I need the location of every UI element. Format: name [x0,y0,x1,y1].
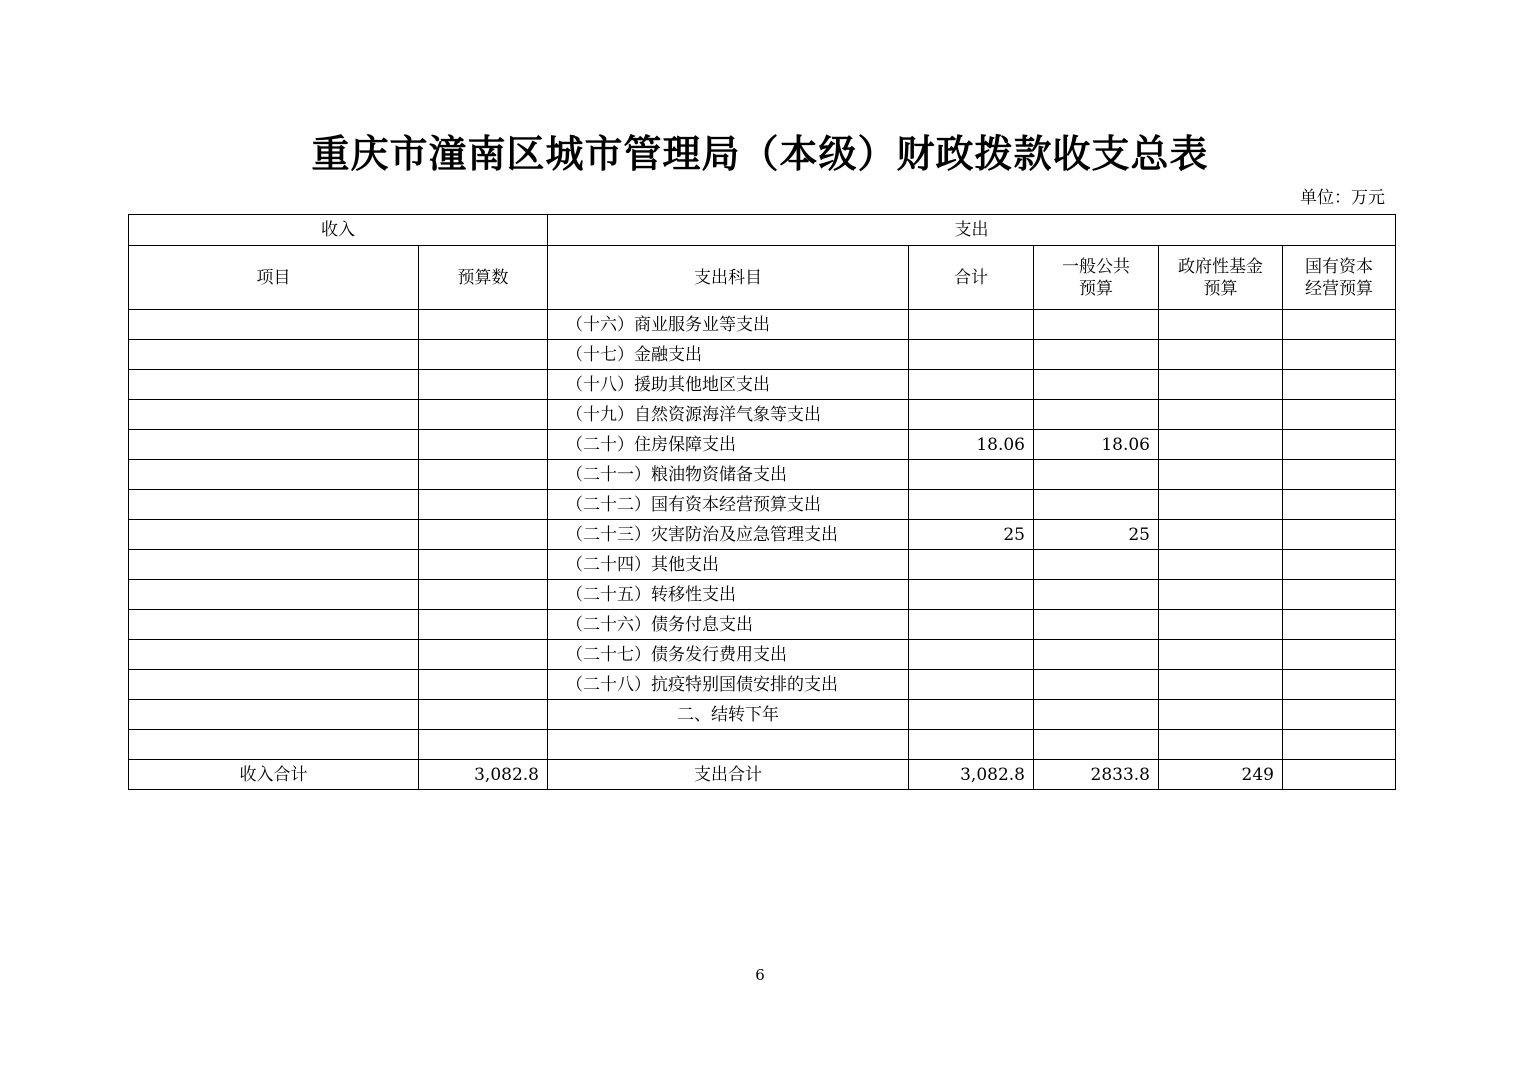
cell-subject: （二十二）国有资本经营预算支出 [548,490,909,520]
cell-subject [548,730,909,760]
general-total-value: 2833.8 [1034,760,1159,790]
cell-budget [419,580,548,610]
document-title: 重庆市潼南区城市管理局（本级）财政拨款收支总表 [311,131,1209,176]
col-state-line2: 经营预算 [1305,278,1374,299]
cell-item [129,700,419,730]
table-row [129,370,1396,400]
cell-fund [1159,460,1283,490]
cell-fund [1159,430,1283,460]
cell-fund [1159,370,1283,400]
cell-state [1283,340,1396,370]
cell-subject: （二十四）其他支出 [548,550,909,580]
cell-state [1283,610,1396,640]
cell-subject: （二十一）粮油物资储备支出 [548,460,909,490]
cell-general: 25 [1034,520,1159,550]
cell-item [129,580,419,610]
cell-state [1283,310,1396,340]
cell-subject: （十八）援助其他地区支出 [548,370,909,400]
cell-fund [1159,520,1283,550]
cell-state [1283,550,1396,580]
cell-budget [419,700,548,730]
cell-budget [419,370,548,400]
cell-state [1283,430,1396,460]
cell-subject: （二十八）抗疫特别国债安排的支出 [548,670,909,700]
col-state-header [1283,246,1396,310]
cell-budget [419,340,548,370]
expense-header: 支出 [548,215,1396,246]
cell-item [129,550,419,580]
cell-general: 18.06 [1034,430,1159,460]
table-row [129,430,1396,460]
cell-state [1283,640,1396,670]
cell-total [909,400,1034,430]
cell-fund [1159,670,1283,700]
cell-total [909,310,1034,340]
cell-fund [1159,640,1283,670]
table-row [129,340,1396,370]
col-budget-header: 预算数 [419,246,548,310]
col-general-line2: 预算 [1079,278,1113,299]
cell-state [1283,490,1396,520]
cell-item [129,340,419,370]
cell-budget [419,550,548,580]
cell-subject: （二十五）转移性支出 [548,580,909,610]
cell-total [909,730,1034,760]
cell-subject: （十六）商业服务业等支出 [548,310,909,340]
cell-budget [419,730,548,760]
col-item-header: 项目 [129,246,419,310]
table-row [129,640,1396,670]
income-total-value: 3,082.8 [419,760,548,790]
cell-total [909,610,1034,640]
cell-total [909,700,1034,730]
cell-general [1034,310,1159,340]
cell-item [129,370,419,400]
cell-item [129,610,419,640]
cell-subject: （二十七）债务发行费用支出 [548,640,909,670]
cell-state [1283,370,1396,400]
cell-budget [419,400,548,430]
cell-fund [1159,550,1283,580]
cell-state [1283,700,1396,730]
cell-general [1034,700,1159,730]
cell-general [1034,550,1159,580]
col-subject-header: 支出科目 [548,246,909,310]
cell-budget [419,640,548,670]
col-general-header [1034,246,1159,310]
cell-total [909,550,1034,580]
table-row [129,460,1396,490]
cell-item [129,460,419,490]
cell-subject: （二十）住房保障支出 [548,430,909,460]
column-header-row [129,246,1396,310]
table-row [129,580,1396,610]
table-row [129,520,1396,550]
cell-budget [419,490,548,520]
cell-subject: （十九）自然资源海洋气象等支出 [548,400,909,430]
col-total-header: 合计 [909,246,1034,310]
cell-subject: （二十六）债务付息支出 [548,610,909,640]
cell-state [1283,460,1396,490]
table-row [129,610,1396,640]
cell-general [1034,340,1159,370]
table-row [129,310,1396,340]
cell-general [1034,640,1159,670]
cell-item [129,430,419,460]
cell-item [129,730,419,760]
col-fund-line1: 政府性基金 [1178,256,1263,277]
cell-budget [419,460,548,490]
cell-state [1283,730,1396,760]
table-row [129,700,1396,730]
col-fund-line2: 预算 [1203,278,1238,299]
table-row [129,730,1396,760]
cell-item [129,670,419,700]
cell-state [1283,520,1396,550]
table-row [129,490,1396,520]
cell-general [1034,610,1159,640]
cell-total [909,670,1034,700]
cell-item [129,520,419,550]
cell-total [909,490,1034,520]
table-row [129,400,1396,430]
cell-subject: （二十三）灾害防治及应急管理支出 [548,520,909,550]
state-total-value [1283,760,1396,790]
cell-general [1034,400,1159,430]
cell-subject: （十七）金融支出 [548,340,909,370]
cell-general [1034,370,1159,400]
cell-state [1283,580,1396,610]
cell-general [1034,460,1159,490]
income-header: 收入 [129,215,548,246]
budget-table [128,214,1396,790]
cell-fund [1159,310,1283,340]
cell-total [909,370,1034,400]
unit-label: 单位：万元 [1300,188,1385,208]
totals-row [129,760,1396,790]
cell-item [129,310,419,340]
cell-fund [1159,610,1283,640]
cell-total: 18.06 [909,430,1034,460]
cell-general [1034,670,1159,700]
cell-fund [1159,580,1283,610]
table-row [129,550,1396,580]
cell-budget [419,310,548,340]
cell-budget [419,670,548,700]
cell-total [909,580,1034,610]
expense-total-label: 支出合计 [548,760,909,790]
cell-fund [1159,400,1283,430]
table-row [129,670,1396,700]
cell-state [1283,670,1396,700]
cell-budget [419,430,548,460]
cell-total [909,640,1034,670]
cell-state [1283,400,1396,430]
cell-fund [1159,730,1283,760]
cell-general [1034,730,1159,760]
cell-fund [1159,700,1283,730]
page-number: 6 [755,966,765,984]
cell-item [129,400,419,430]
cell-general [1034,580,1159,610]
cell-budget [419,520,548,550]
cell-total [909,340,1034,370]
col-fund-header [1159,246,1283,310]
income-total-label: 收入合计 [129,760,419,790]
fund-total-value: 249 [1159,760,1283,790]
col-general-line1: 一般公共 [1062,256,1130,277]
cell-fund [1159,340,1283,370]
cell-item [129,640,419,670]
col-state-line1: 国有资本 [1305,256,1374,277]
cell-general [1034,490,1159,520]
cell-total: 25 [909,520,1034,550]
cell-item [129,490,419,520]
cell-fund [1159,490,1283,520]
cell-subject: 二、结转下年 [548,700,909,730]
cell-total [909,460,1034,490]
expense-total-value: 3,082.8 [909,760,1034,790]
group-header-row [129,215,1396,246]
cell-budget [419,610,548,640]
